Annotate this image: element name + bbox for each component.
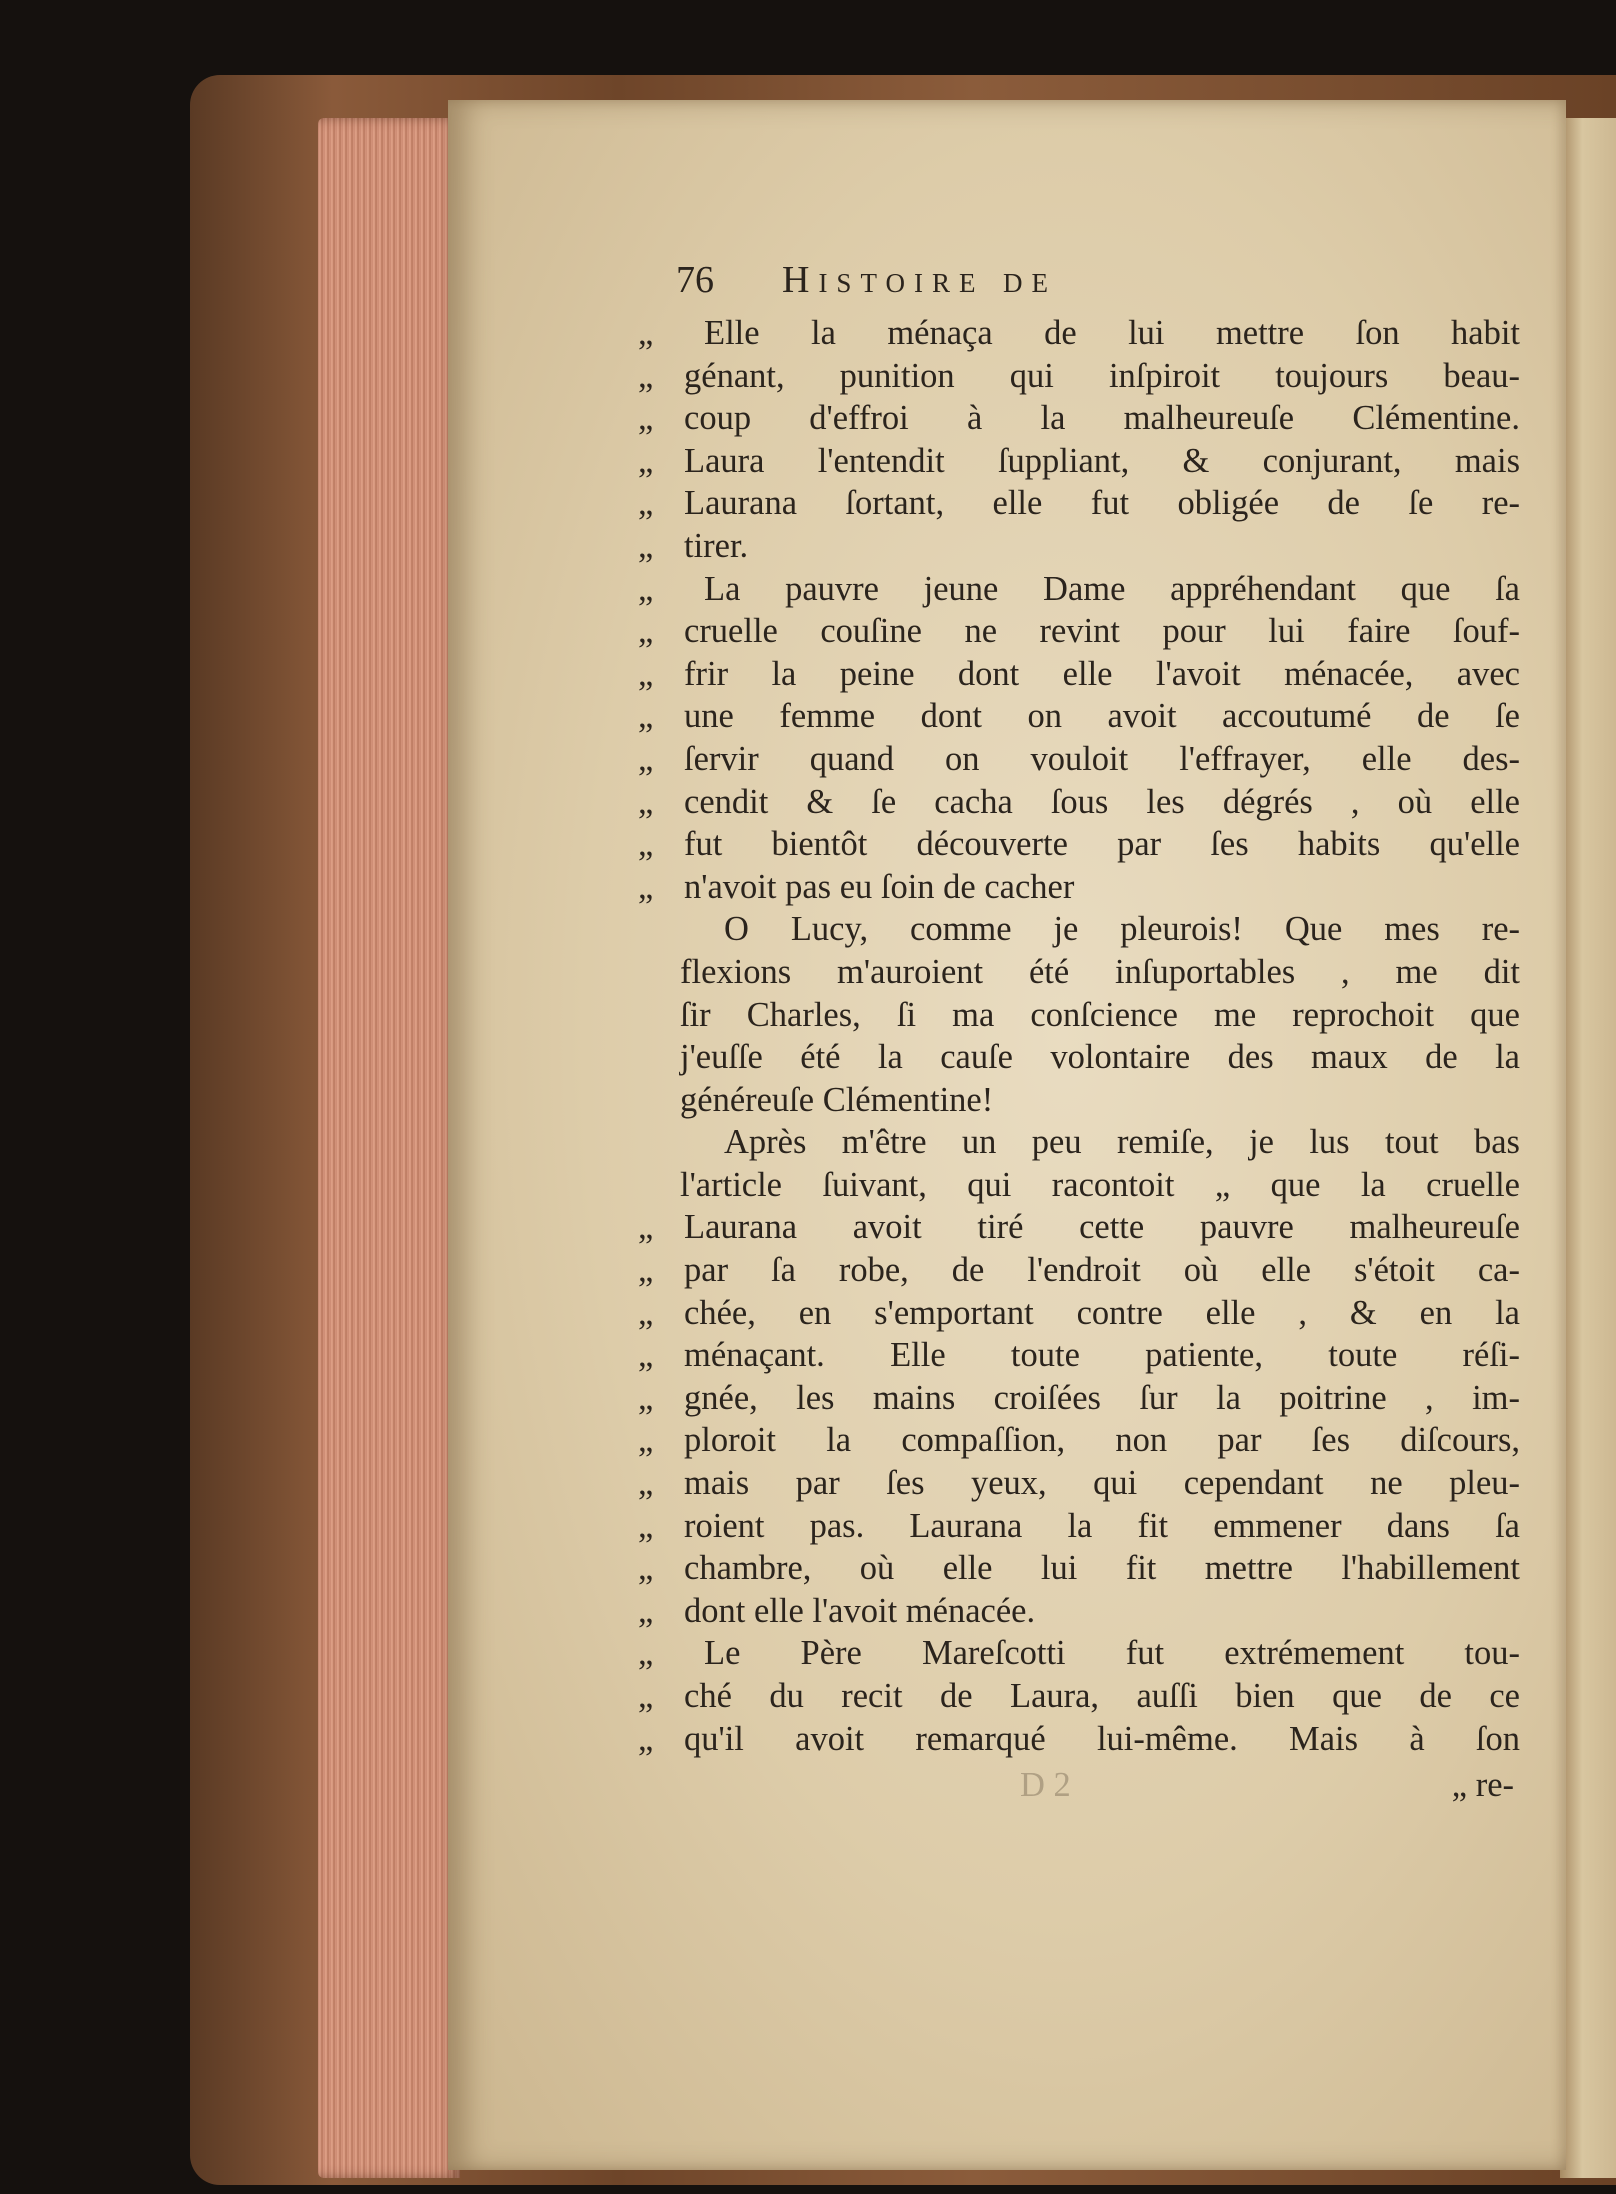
line-text: par ſa robe, de l'endroit où elle s'étoit ca- (684, 1251, 1520, 1290)
quote-mark: „ (638, 1378, 654, 1417)
text-line (640, 1036, 1520, 1079)
line-text: n'avoit pas eu ſoin de cacher (684, 867, 1075, 906)
text-line (640, 525, 1520, 568)
line-text: Laurana avoit tiré cette pauvre malheureuſe (684, 1208, 1520, 1247)
page-edges (318, 118, 460, 2178)
line-text: La pauvre jeune Dame appréhendant que ſa (704, 569, 1520, 608)
text-line (640, 1505, 1520, 1548)
line-text: coup d'effroi à la malheureuſe Clémentine. (684, 399, 1520, 438)
quote-mark: „ (638, 1336, 654, 1375)
body-text (640, 312, 1520, 1760)
page-footer (640, 1764, 1520, 1806)
page-text (640, 258, 1520, 1806)
quote-mark: „ (638, 1293, 654, 1332)
text-line (640, 482, 1520, 525)
text-line (640, 781, 1520, 824)
line-text: Laurana ſortant, elle fut obligée de ſe re- (684, 484, 1520, 523)
page-number: 76 (676, 259, 714, 301)
line-text: O Lucy, comme je pleurois! Que mes re- (724, 910, 1520, 949)
quote-mark: „ (638, 739, 654, 778)
line-text: ſervir quand on vouloit l'effrayer, elle des- (684, 739, 1520, 778)
text-line (640, 695, 1520, 738)
quote-mark: „ (638, 654, 654, 693)
text-line (640, 866, 1520, 909)
quote-mark: „ (638, 441, 654, 480)
quote-mark: „ (638, 1634, 654, 1673)
text-line (640, 1547, 1520, 1590)
text-line (640, 1334, 1520, 1377)
text-line (640, 1675, 1520, 1718)
quote-mark: „ (638, 825, 654, 864)
line-text: Le Père Mareſcotti fut extrémement tou- (704, 1634, 1520, 1673)
text-line (640, 994, 1520, 1037)
line-text: cendit & ſe cacha ſous les dégrés , où elle (684, 782, 1520, 821)
text-line (640, 610, 1520, 653)
text-line (640, 1632, 1520, 1675)
line-text: fut bientôt découverte par ſes habits qu'elle (684, 825, 1520, 864)
quote-mark: „ (638, 1549, 654, 1588)
quote-mark: „ (638, 1251, 654, 1290)
text-line (640, 908, 1520, 951)
text-line (640, 1121, 1520, 1164)
line-text: Après m'être un peu remiſe, je lus tout bas (724, 1123, 1520, 1162)
quote-mark: „ (638, 356, 654, 395)
line-text: l'article ſuivant, qui racontoit „ que la cruelle (680, 1165, 1520, 1204)
line-text: génant, punition qui inſpiroit toujours beau- (684, 356, 1520, 395)
quote-mark: „ (638, 1591, 654, 1630)
text-line (640, 1419, 1520, 1462)
text-line (640, 738, 1520, 781)
text-line (640, 1377, 1520, 1420)
quote-mark: „ (638, 697, 654, 736)
running-title: Histoire de (782, 259, 1057, 301)
line-text: qu'il avoit remarqué lui-même. Mais à ſon (684, 1719, 1520, 1758)
text-line (640, 1718, 1520, 1761)
line-text: ché du recit de Laura, auſſi bien que de ce (684, 1677, 1520, 1715)
text-line (640, 440, 1520, 483)
text-line (640, 653, 1520, 696)
quote-mark: „ (638, 1506, 654, 1545)
line-text: roient pas. Laurana la fit emmener dans ſa (684, 1506, 1520, 1545)
facing-page-edge (1560, 118, 1616, 2178)
text-line (640, 1590, 1520, 1633)
quote-mark: „ (638, 867, 654, 906)
quote-mark: „ (638, 569, 654, 608)
line-text: cruelle couſine ne revint pour lui faire ſouf- (684, 612, 1520, 651)
text-line (640, 1249, 1520, 1292)
quote-mark: „ (638, 782, 654, 821)
line-text: une femme dont on avoit accoutumé de ſe (684, 697, 1520, 736)
line-text: j'euſſe été la cauſe volontaire des maux de la (680, 1038, 1520, 1077)
quote-mark: „ (638, 314, 654, 352)
signature-mark: D 2 (1020, 1766, 1071, 1805)
line-text: généreuſe Clémentine! (680, 1080, 994, 1119)
quote-mark: „ (638, 1677, 654, 1715)
catchword: „ re- (1451, 1766, 1514, 1805)
text-line (640, 1292, 1520, 1335)
line-text: chambre, où elle lui fit mettre l'habillement (684, 1549, 1520, 1588)
line-text: chée, en s'emportant contre elle , & en la (684, 1293, 1520, 1332)
quote-mark: „ (638, 1208, 654, 1247)
line-text: ménaçant. Elle toute patiente, toute réſi- (684, 1336, 1520, 1375)
line-text: Laura l'entendit ſuppliant, & conjurant, mais (684, 441, 1520, 480)
line-text: Elle la ménaça de lui mettre ſon habit (704, 314, 1520, 352)
line-text: dont elle l'avoit ménacée. (684, 1591, 1036, 1630)
quote-mark: „ (638, 399, 654, 438)
text-line (640, 1079, 1520, 1122)
text-line (640, 312, 1520, 355)
running-header (676, 258, 1520, 302)
text-line (640, 1164, 1520, 1207)
line-text: mais par ſes yeux, qui cependant ne pleu- (684, 1464, 1520, 1503)
line-text: tirer. (684, 526, 749, 565)
line-text: ploroit la compaſſion, non par ſes diſcours, (684, 1421, 1520, 1460)
line-text: ſir Charles, ſi ma conſcience me reprochoit que (680, 995, 1520, 1034)
quote-mark: „ (638, 1421, 654, 1460)
text-line (640, 1462, 1520, 1505)
text-line (640, 397, 1520, 440)
text-line (640, 823, 1520, 866)
quote-mark: „ (638, 612, 654, 651)
quote-mark: „ (638, 484, 654, 523)
text-line (640, 355, 1520, 398)
line-text: frir la peine dont elle l'avoit ménacée, avec (684, 654, 1520, 693)
text-line (640, 1206, 1520, 1249)
quote-mark: „ (638, 1464, 654, 1503)
line-text: flexions m'auroient été inſuportables , me dit (680, 952, 1520, 991)
text-line (640, 951, 1520, 994)
quote-mark: „ (638, 526, 654, 565)
line-text: gnée, les mains croiſées ſur la poitrine , im- (684, 1378, 1520, 1417)
quote-mark: „ (638, 1719, 654, 1758)
text-line (640, 568, 1520, 611)
